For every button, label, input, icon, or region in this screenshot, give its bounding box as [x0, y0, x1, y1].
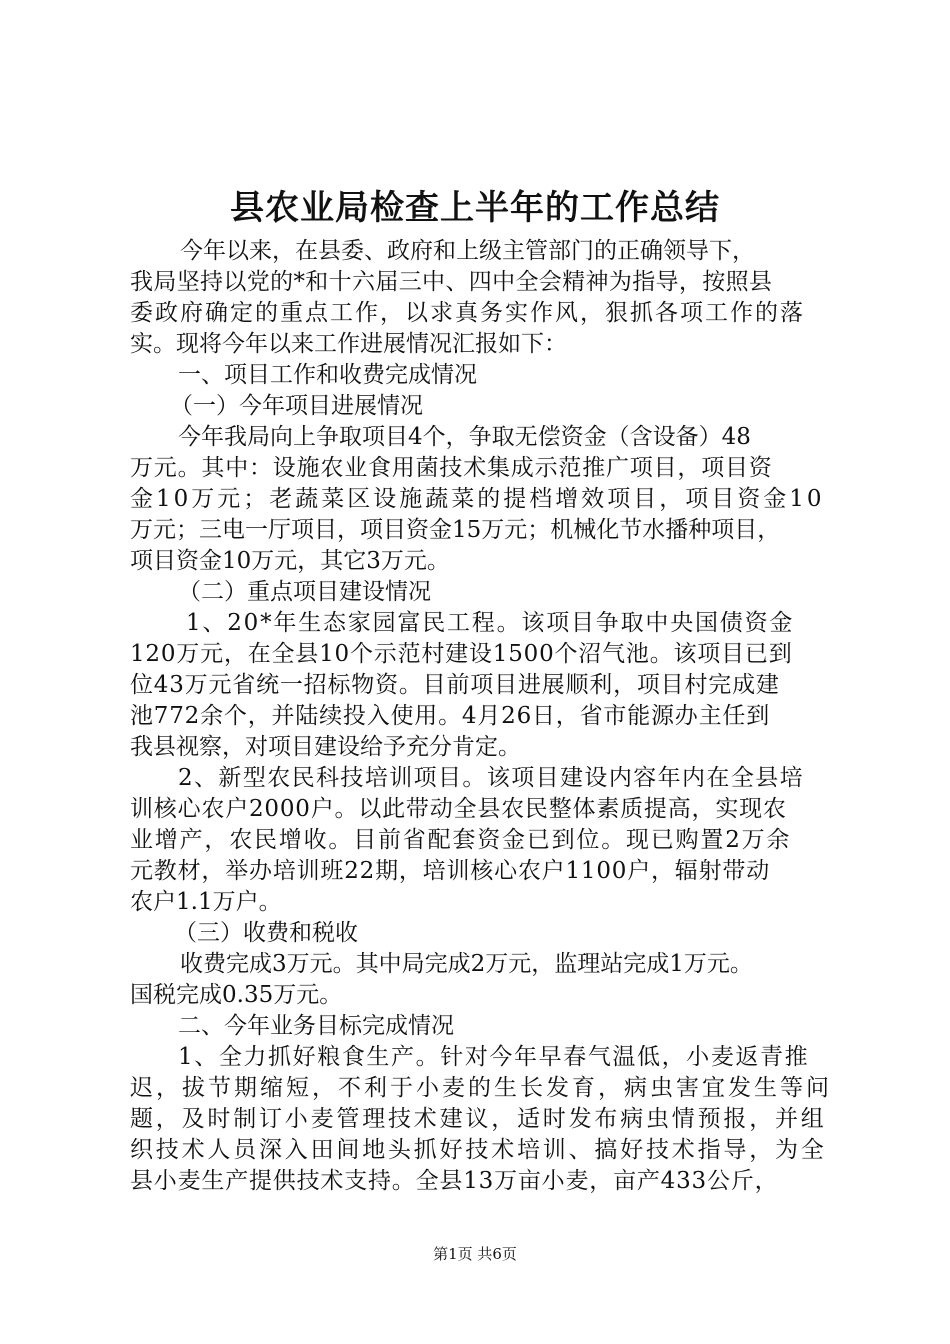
text-line: 池772余个，并陆续投入使用。4月26日，省市能源办主任到 [130, 703, 770, 729]
text-line: 国税完成0.35万元。 [130, 982, 343, 1008]
section-heading: 一、项目工作和收费完成情况 [178, 362, 477, 388]
text-line: 今年我局向上争取项目4个，争取无偿资金（含设备）48 [178, 424, 751, 450]
text-line: 金10万元；老蔬菜区设施蔬菜的提档增效项目，项目资金10 [130, 486, 825, 512]
text-line: 迟，拔节期缩短，不利于小麦的生长发育，病虫害宜发生等问 [130, 1075, 832, 1101]
text-line: 业增产，农民增收。目前省配套资金已到位。现已购置2万余 [130, 827, 792, 853]
text-line: 万元；三电一厅项目，项目资金15万元；机械化节水播种项目， [130, 517, 781, 543]
text-line: 实。现将今年以来工作进展情况汇报如下： [130, 331, 567, 357]
text-line: 我局坚持以党的*和十六届三中、四中全会精神为指导，按照县 [130, 269, 773, 295]
text-line: 2、新型农民科技培训项目。该项目建设内容年内在全县培 [178, 765, 805, 791]
text-line: 万元。其中：设施农业食用菌技术集成示范推广项目，项目资 [130, 455, 773, 481]
subsection-heading: （三）收费和税收 [174, 920, 358, 946]
text-line: 项目资金10万元，其它3万元。 [130, 548, 450, 574]
subsection-heading: （二）重点项目建设情况 [178, 579, 431, 605]
document-title: 县农业局检查上半年的工作总结 [230, 188, 720, 228]
text-line: 今年以来，在县委、政府和上级主管部门的正确领导下， [180, 238, 755, 264]
subsection-heading: （一）今年项目进展情况 [170, 393, 423, 419]
text-line: 题，及时制订小麦管理技术建议，适时发布病虫情预报，并组 [130, 1106, 827, 1132]
document-body [130, 236, 860, 1197]
text-line: 农户1.1万户。 [130, 889, 282, 915]
text-line: 委政府确定的重点工作，以求真务实作风，狠抓各项工作的落 [130, 300, 805, 326]
text-line: 位43万元省统一招标物资。目前项目进展顺利，项目村完成建 [130, 672, 780, 698]
text-line: 120万元，在全县10个示范村建设1500个沼气池。该项目已到 [130, 641, 793, 667]
text-line: 收费完成3万元。其中局完成2万元，监理站完成1万元。 [180, 951, 753, 977]
text-line: 织技术人员深入田间地头抓好技术培训、搞好技术指导，为全 [130, 1137, 827, 1163]
section-heading: 二、今年业务目标完成情况 [178, 1013, 454, 1039]
text-line: 元教材，举办培训班22期，培训核心农户1100户，辐射带动 [130, 858, 770, 884]
text-line: 1、20*年生态家园富民工程。该项目争取中央国债资金 [186, 610, 795, 636]
text-line: 我县视察，对项目建设给予充分肯定。 [130, 734, 521, 760]
page-footer: 第1页 共6页 [433, 1245, 517, 1263]
text-line: 县小麦生产提供技术支持。全县13万亩小麦，亩产433公斤， [130, 1168, 779, 1194]
text-line: 训核心农户2000户。以此带动全县农民整体素质提高，实现农 [130, 796, 787, 822]
text-line: 1、全力抓好粮食生产。针对今年早春气温低，小麦返青推 [178, 1044, 810, 1070]
